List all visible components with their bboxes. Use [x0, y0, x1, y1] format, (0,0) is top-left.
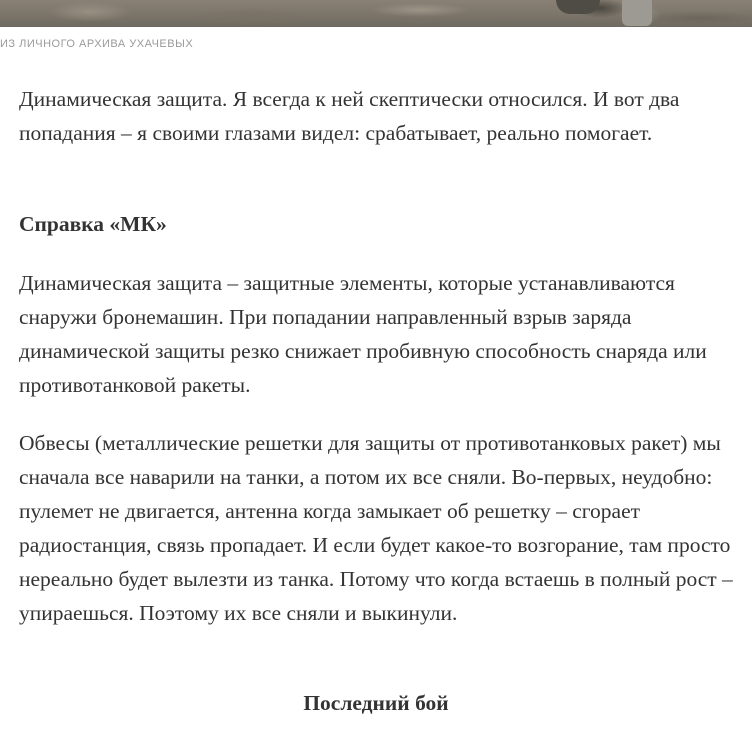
photo-leg-shape: [622, 0, 652, 26]
section-heading: Последний бой: [303, 691, 449, 715]
reference-heading: Справка «МК»: [19, 212, 167, 236]
photo-caption: ИЗ ЛИЧНОГО АРХИВА УХАЧЕВЫХ: [0, 38, 194, 50]
article-photo: [0, 0, 752, 27]
article-paragraph-2: Динамическая защита – защитные элементы, которые устанавливаются снаружи бронемашин. При попадании направленный взрыв заряда динамической защиты резко снижает пробивную способность снаряда или противотанковой ракеты.: [19, 271, 707, 397]
article-paragraph-3: Обвесы (металлические решетки для защиты от противотанковых ракет) мы сначала все наварили на танки, а потом их все сняли. Во-первых, неудобно: пулемет не двигается, антенна когда замыкает об решетку – сгорает радиостанция, связь пропадает. И если будет какое-то возгорание, там просто нереально будет вылезти из танка. Потому что когда встаешь в полный рост – упираешься. Поэтому их все сняли и выкинули.: [19, 431, 733, 625]
article-paragraph-1: Динамическая защита. Я всегда к ней скептически относился. И вот два попадания – я своими глазами видел: срабатывает, реально помогает.: [19, 87, 680, 145]
